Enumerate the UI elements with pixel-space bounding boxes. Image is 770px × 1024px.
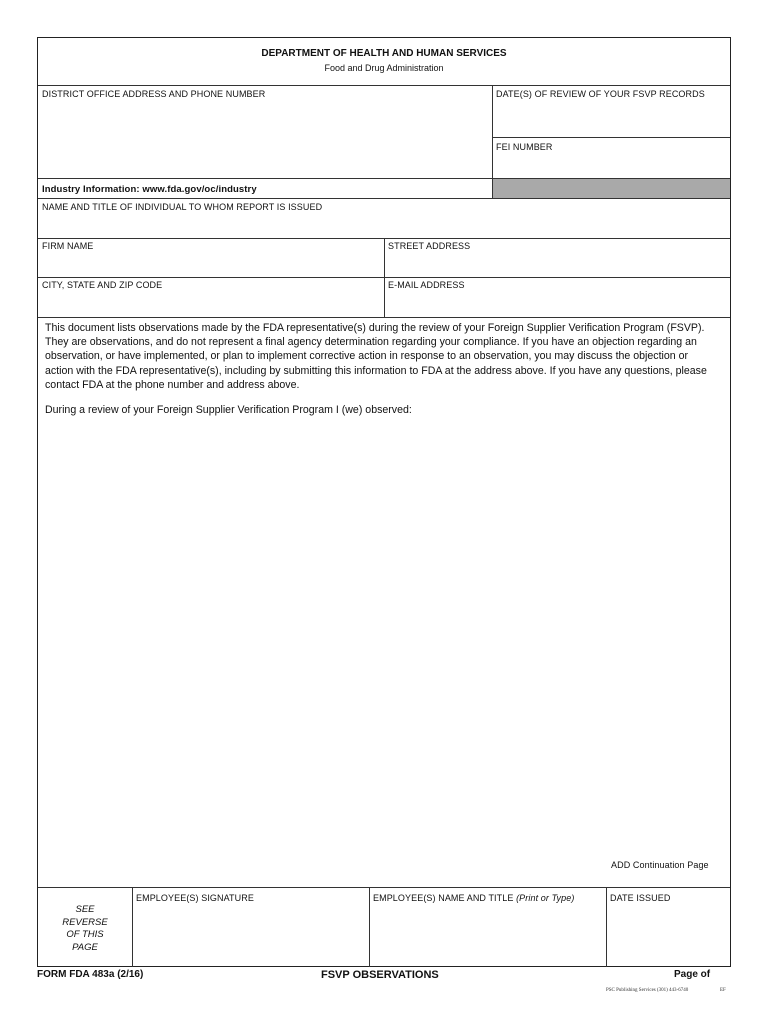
divider: [369, 887, 370, 967]
agency-subtitle: Food and Drug Administration: [324, 63, 444, 73]
report-to-field[interactable]: [40, 213, 728, 236]
email-field[interactable]: [386, 291, 728, 315]
see-reverse-line: REVERSE: [62, 916, 108, 928]
city-state-zip-field[interactable]: [40, 291, 382, 315]
intro-paragraph: This document lists observations made by the FDA representative(s) during the review of your Foreign Supplier Verification Program (FSVP). They are observations, and do not represent a final agency determination regarding your compliance. If you have an objection regarding an observation, or have implemented, or plan to implement corrective action in response to an observation, you may discuss the objection or action with the FDA representative(s), including by submitting this information to FDA at the address above. If you have any questions, please contact FDA at the phone number and address above.: [45, 322, 707, 391]
fei-number-field[interactable]: [494, 153, 728, 176]
divider: [38, 317, 730, 318]
form-title: FSVP OBSERVATIONS: [321, 969, 439, 981]
street-address-label: STREET ADDRESS: [388, 241, 471, 251]
district-office-field[interactable]: [40, 100, 490, 176]
report-to-label: NAME AND TITLE OF INDIVIDUAL TO WHOM REPORT IS ISSUED: [42, 202, 323, 212]
observations-field[interactable]: [42, 423, 726, 853]
district-office-label: DISTRICT OFFICE ADDRESS AND PHONE NUMBER: [42, 89, 266, 99]
see-reverse-line: PAGE: [72, 941, 98, 953]
divider: [492, 137, 730, 138]
divider: [38, 887, 730, 888]
review-dates-field[interactable]: [494, 100, 728, 135]
date-issued-field[interactable]: [608, 904, 728, 965]
department-title: DEPARTMENT OF HEALTH AND HUMAN SERVICES: [261, 48, 507, 59]
divider: [132, 887, 133, 967]
print-or-type-text: (Print or Type): [516, 893, 575, 903]
see-reverse-note: [38, 904, 132, 954]
add-continuation-page-button[interactable]: ADD Continuation Page: [611, 860, 709, 870]
fsvp-form: [37, 37, 731, 967]
email-label: E-MAIL ADDRESS: [388, 280, 465, 290]
employee-name-label: [373, 893, 574, 903]
see-reverse-line: SEE: [75, 904, 95, 915]
see-reverse-line: OF THIS: [66, 929, 104, 940]
industry-info-text: Industry Information: www.fda.gov/oc/industry: [42, 184, 257, 195]
firm-name-field[interactable]: [40, 252, 382, 275]
firm-name-label: FIRM NAME: [42, 241, 94, 251]
shaded-box: [493, 179, 730, 198]
divider: [38, 277, 730, 278]
employee-name-field[interactable]: [371, 904, 604, 965]
employee-name-text: EMPLOYEE(S) NAME AND TITLE: [373, 893, 514, 903]
divider: [606, 887, 607, 967]
date-issued-label: DATE ISSUED: [610, 893, 671, 903]
employee-signature-label: EMPLOYEE(S) SIGNATURE: [136, 893, 254, 903]
fei-number-label: FEI NUMBER: [496, 142, 553, 152]
observed-heading: During a review of your Foreign Supplier Verification Program I (we) observed:: [45, 404, 412, 416]
page-label: Page of: [674, 969, 711, 980]
publisher-note: PSC Publishing Services (301) 443-6740: [606, 988, 689, 993]
ef-note: EF: [720, 988, 726, 993]
street-address-field[interactable]: [386, 252, 728, 275]
review-dates-label: DATE(S) OF REVIEW OF YOUR FSVP RECORDS: [496, 89, 705, 99]
city-state-zip-label: CITY, STATE AND ZIP CODE: [42, 280, 163, 290]
form-number: FORM FDA 483a (2/16): [37, 969, 144, 980]
divider: [38, 85, 730, 86]
divider: [38, 198, 730, 199]
employee-signature-field[interactable]: [134, 904, 367, 965]
